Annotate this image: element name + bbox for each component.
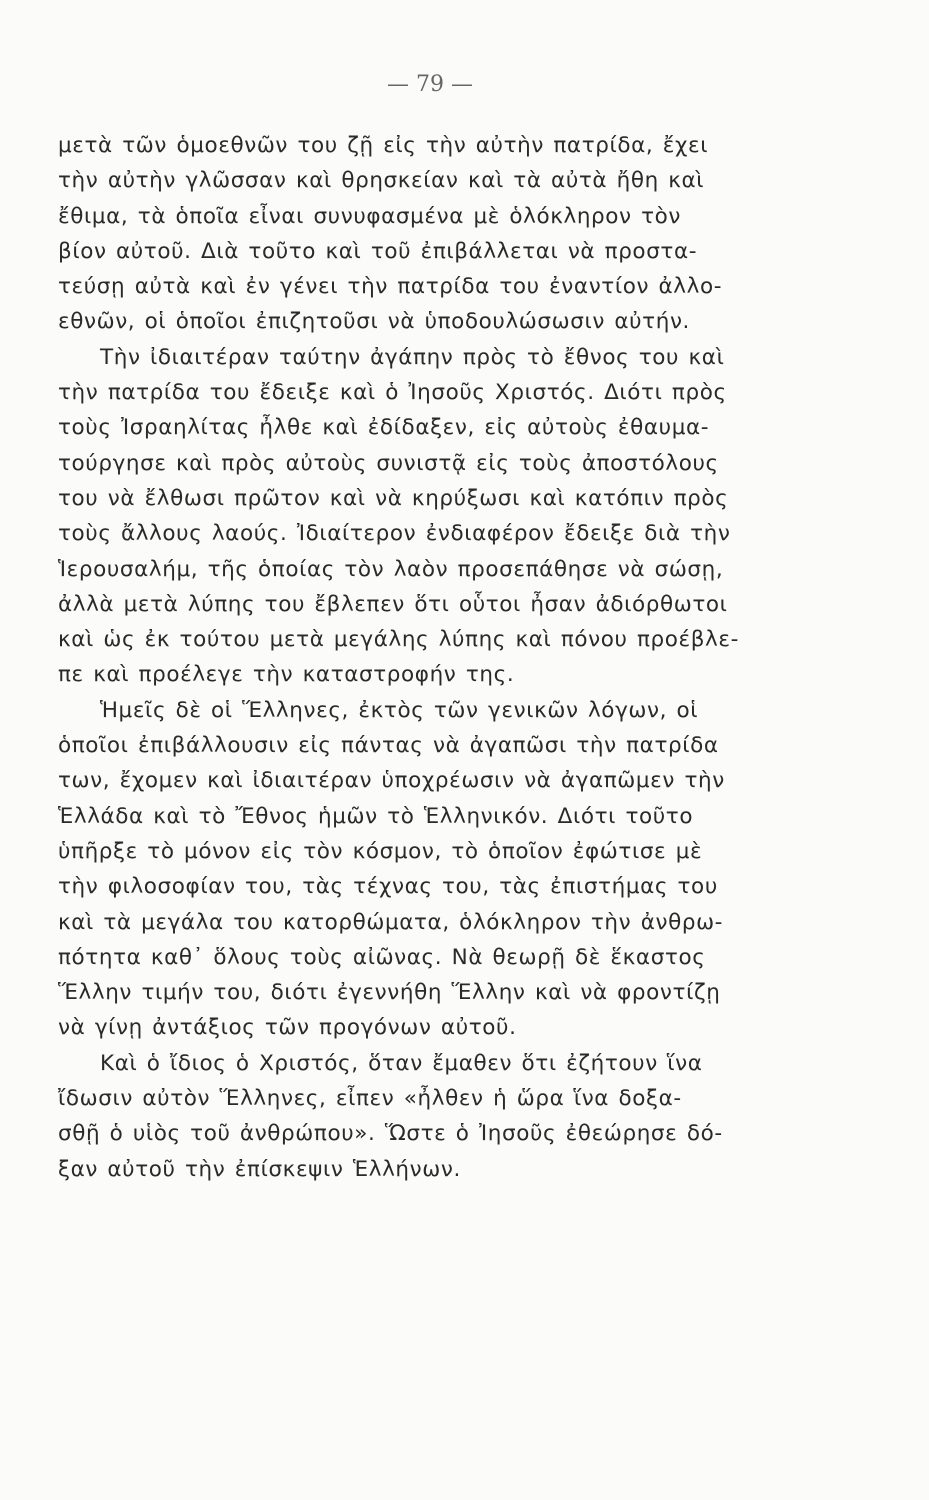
text-line: τοὺς Ἰσραηλίτας ἦλθε καὶ ἐδίδαξεν, εἰς αὐτοὺς ἐθαυμα-: [58, 415, 710, 441]
text-line: τοὺς ἄλλους λαούς. Ἰδιαίτερον ἐνδιαφέρον ἔδειξε διὰ τὴν: [58, 521, 731, 547]
text-line: νὰ γίνῃ ἀντάξιος τῶν προγόνων αὐτοῦ.: [58, 1015, 517, 1041]
page-number: — 79 —: [387, 72, 473, 97]
text-line: Τὴν ἰδιαιτέραν ταύτην ἀγάπην πρὸς τὸ ἔθνος του καὶ: [100, 344, 725, 370]
body-text: [58, 128, 828, 1187]
text-line: τὴν αὐτὴν γλῶσσαν καὶ θρησκείαν καὶ τὰ αὐτὰ ἤθη καὶ: [58, 168, 705, 194]
text-line: τούργησε καὶ πρὸς αὐτοὺς συνιστᾷ εἰς τοὺς ἀποστόλους: [58, 450, 719, 476]
text-line: πε καὶ προέλεγε τὴν καταστροφήν της.: [58, 662, 515, 688]
text-line: ἴδωσιν αὐτὸν Ἕλληνες, εἶπεν «ἦλθεν ἡ ὥρα ἵνα δοξα-: [58, 1086, 682, 1112]
text-line: τεύσῃ αὐτὰ καὶ ἐν γένει τὴν πατρίδα του ἐναντίον ἀλλο-: [58, 274, 723, 300]
text-line: καὶ τὰ μεγάλα του κατορθώματα, ὁλόκληρον τὴν ἀνθρω-: [58, 909, 724, 935]
text-line: εθνῶν, οἱ ὁποῖοι ἐπιζητοῦσι νὰ ὑποδουλώσωσιν αὐτήν.: [58, 309, 690, 335]
text-line: πότητα καθ᾿ ὅλους τοὺς αἰῶνας. Νὰ θεωρῇ δὲ ἕκαστος: [58, 944, 706, 970]
text-line: ὁποῖοι ἐπιβάλλουσιν εἰς πάντας νὰ ἀγαπῶσι τὴν πατρίδα: [58, 733, 719, 759]
text-line: Ἱερουσαλήμ, τῆς ὁποίας τὸν λαὸν προσεπάθησε νὰ σώσῃ,: [58, 556, 724, 582]
text-line: ξαν αὐτοῦ τὴν ἐπίσκεψιν Ἑλλήνων.: [58, 1156, 461, 1182]
text-line: βίον αὐτοῦ. Διὰ τοῦτο καὶ τοῦ ἐπιβάλλεται νὰ προστα-: [58, 238, 698, 264]
text-line: των, ἔχομεν καὶ ἰδιαιτέραν ὑποχρέωσιν νὰ ἀγαπῶμεν τὴν: [58, 768, 725, 794]
text-line: καὶ ὡς ἐκ τούτου μετὰ μεγάλης λύπης καὶ πόνου προέβλε-: [58, 627, 739, 653]
text-line: Ἡμεῖς δὲ οἱ Ἕλληνες, ἐκτὸς τῶν γενικῶν λόγων, οἱ: [100, 697, 699, 723]
text-line: Καὶ ὁ ἴδιος ὁ Χριστός, ὅταν ἔμαθεν ὅτι ἐζήτουν ἵνα: [100, 1050, 703, 1076]
text-line: του νὰ ἔλθωσι πρῶτον καὶ νὰ κηρύξωσι καὶ κατόπιν πρὸς: [58, 485, 729, 511]
text-line: τὴν πατρίδα του ἔδειξε καὶ ὁ Ἰησοῦς Χριστός. Διότι πρὸς: [58, 380, 727, 406]
text-line: μετὰ τῶν ὁμοεθνῶν του ζῇ εἰς τὴν αὐτὴν πατρίδα, ἔχει: [58, 133, 709, 158]
text-line: Ἑλλάδα καὶ τὸ Ἔθνος ἡμῶν τὸ Ἑλληνικόν. Διότι τοῦτο: [58, 803, 694, 829]
text-line: ἀλλὰ μετὰ λύπης του ἔβλεπεν ὅτι οὗτοι ἦσαν ἀδιόρθωτοι: [58, 591, 728, 617]
text-line: σθῇ ὁ υἱὸς τοῦ ἀνθρώπου». Ὥστε ὁ Ἰησοῦς ἐθεώρησε δό-: [58, 1121, 723, 1147]
text-line: τὴν φιλοσοφίαν του, τὰς τέχνας του, τὰς ἐπιστήμας του: [58, 874, 718, 900]
text-line: ὑπῆρξε τὸ μόνον εἰς τὸν κόσμον, τὸ ὁποῖον ἐφώτισε μὲ: [58, 838, 703, 864]
text-line: Ἕλλην τιμήν του, διότι ἐγεννήθη Ἕλλην καὶ νὰ φροντίζῃ: [58, 980, 721, 1006]
text-line: ἔθιμα, τὰ ὁποῖα εἶναι συνυφασμένα μὲ ὁλόκληρον τὸν: [58, 203, 681, 229]
